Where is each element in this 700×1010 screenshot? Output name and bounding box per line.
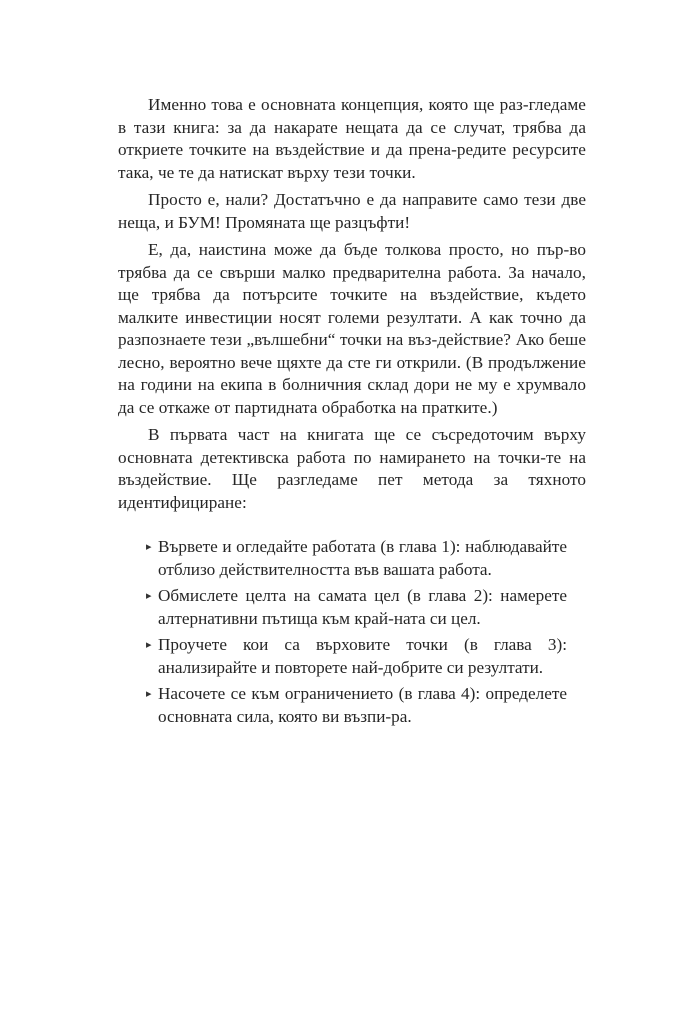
page-body [118,94,586,732]
bullet-triangle-icon: ▸ [146,590,152,602]
paragraph: В първата част на книгата ще се съсредоточим върху основната детективска работа по намирането на точки-те на въздействие. Ще разгледаме пет метода за тяхното идентифициране: [118,425,586,512]
list-item-text: Насочете се към ограничението (в глава 4): определете основната сила, която ви възпи-ра. [158,684,567,726]
methods-list [146,536,567,728]
list-item [146,585,567,630]
list-item [146,634,567,679]
bullet-triangle-icon: ▸ [146,639,152,651]
list-item [146,536,567,581]
list-item [146,683,567,728]
paragraph: Именно това е основната концепция, която ще раз-гледаме в тази книга: за да накарате нещата да се случат, трябва да откриете точките на въздействие и да прена-редите ресурсите така, че те да натискат върху тези точки. [118,95,586,182]
list-item-text: Вървете и огледайте работата (в глава 1): наблюдавайте отблизо действителността във вашата работа. [158,537,567,579]
bullet-triangle-icon: ▸ [146,688,152,700]
list-item-text: Проучете кои са върховите точки (в глава 3): анализирайте и повторете най-добрите си резултати. [158,635,567,677]
paragraph: Е, да, наистина може да бъде толкова просто, но пър-во трябва да се свърши малко предварителна работа. За начало, ще трябва да потърсите точките на въздействие, където малките инвестиции носят големи резултати. А как точно да разпознаете тези „вълшебни“ точки на въз-действие? Ако беше лесно, вероятно вече щяхте да сте ги открили. (В продължение на години на екипа в болничния склад дори не му е хрумвало да се откаже от партидната обработка на пратките.) [118,240,586,417]
list-item-text: Обмислете целта на самата цел (в глава 2): намерете алтернативни пътища към край-ната си цел. [158,586,567,628]
bullet-triangle-icon: ▸ [146,541,152,553]
paragraph: Просто е, нали? Достатъчно е да направите само тези две неща, и БУМ! Промяната ще разцъфти! [118,190,586,232]
